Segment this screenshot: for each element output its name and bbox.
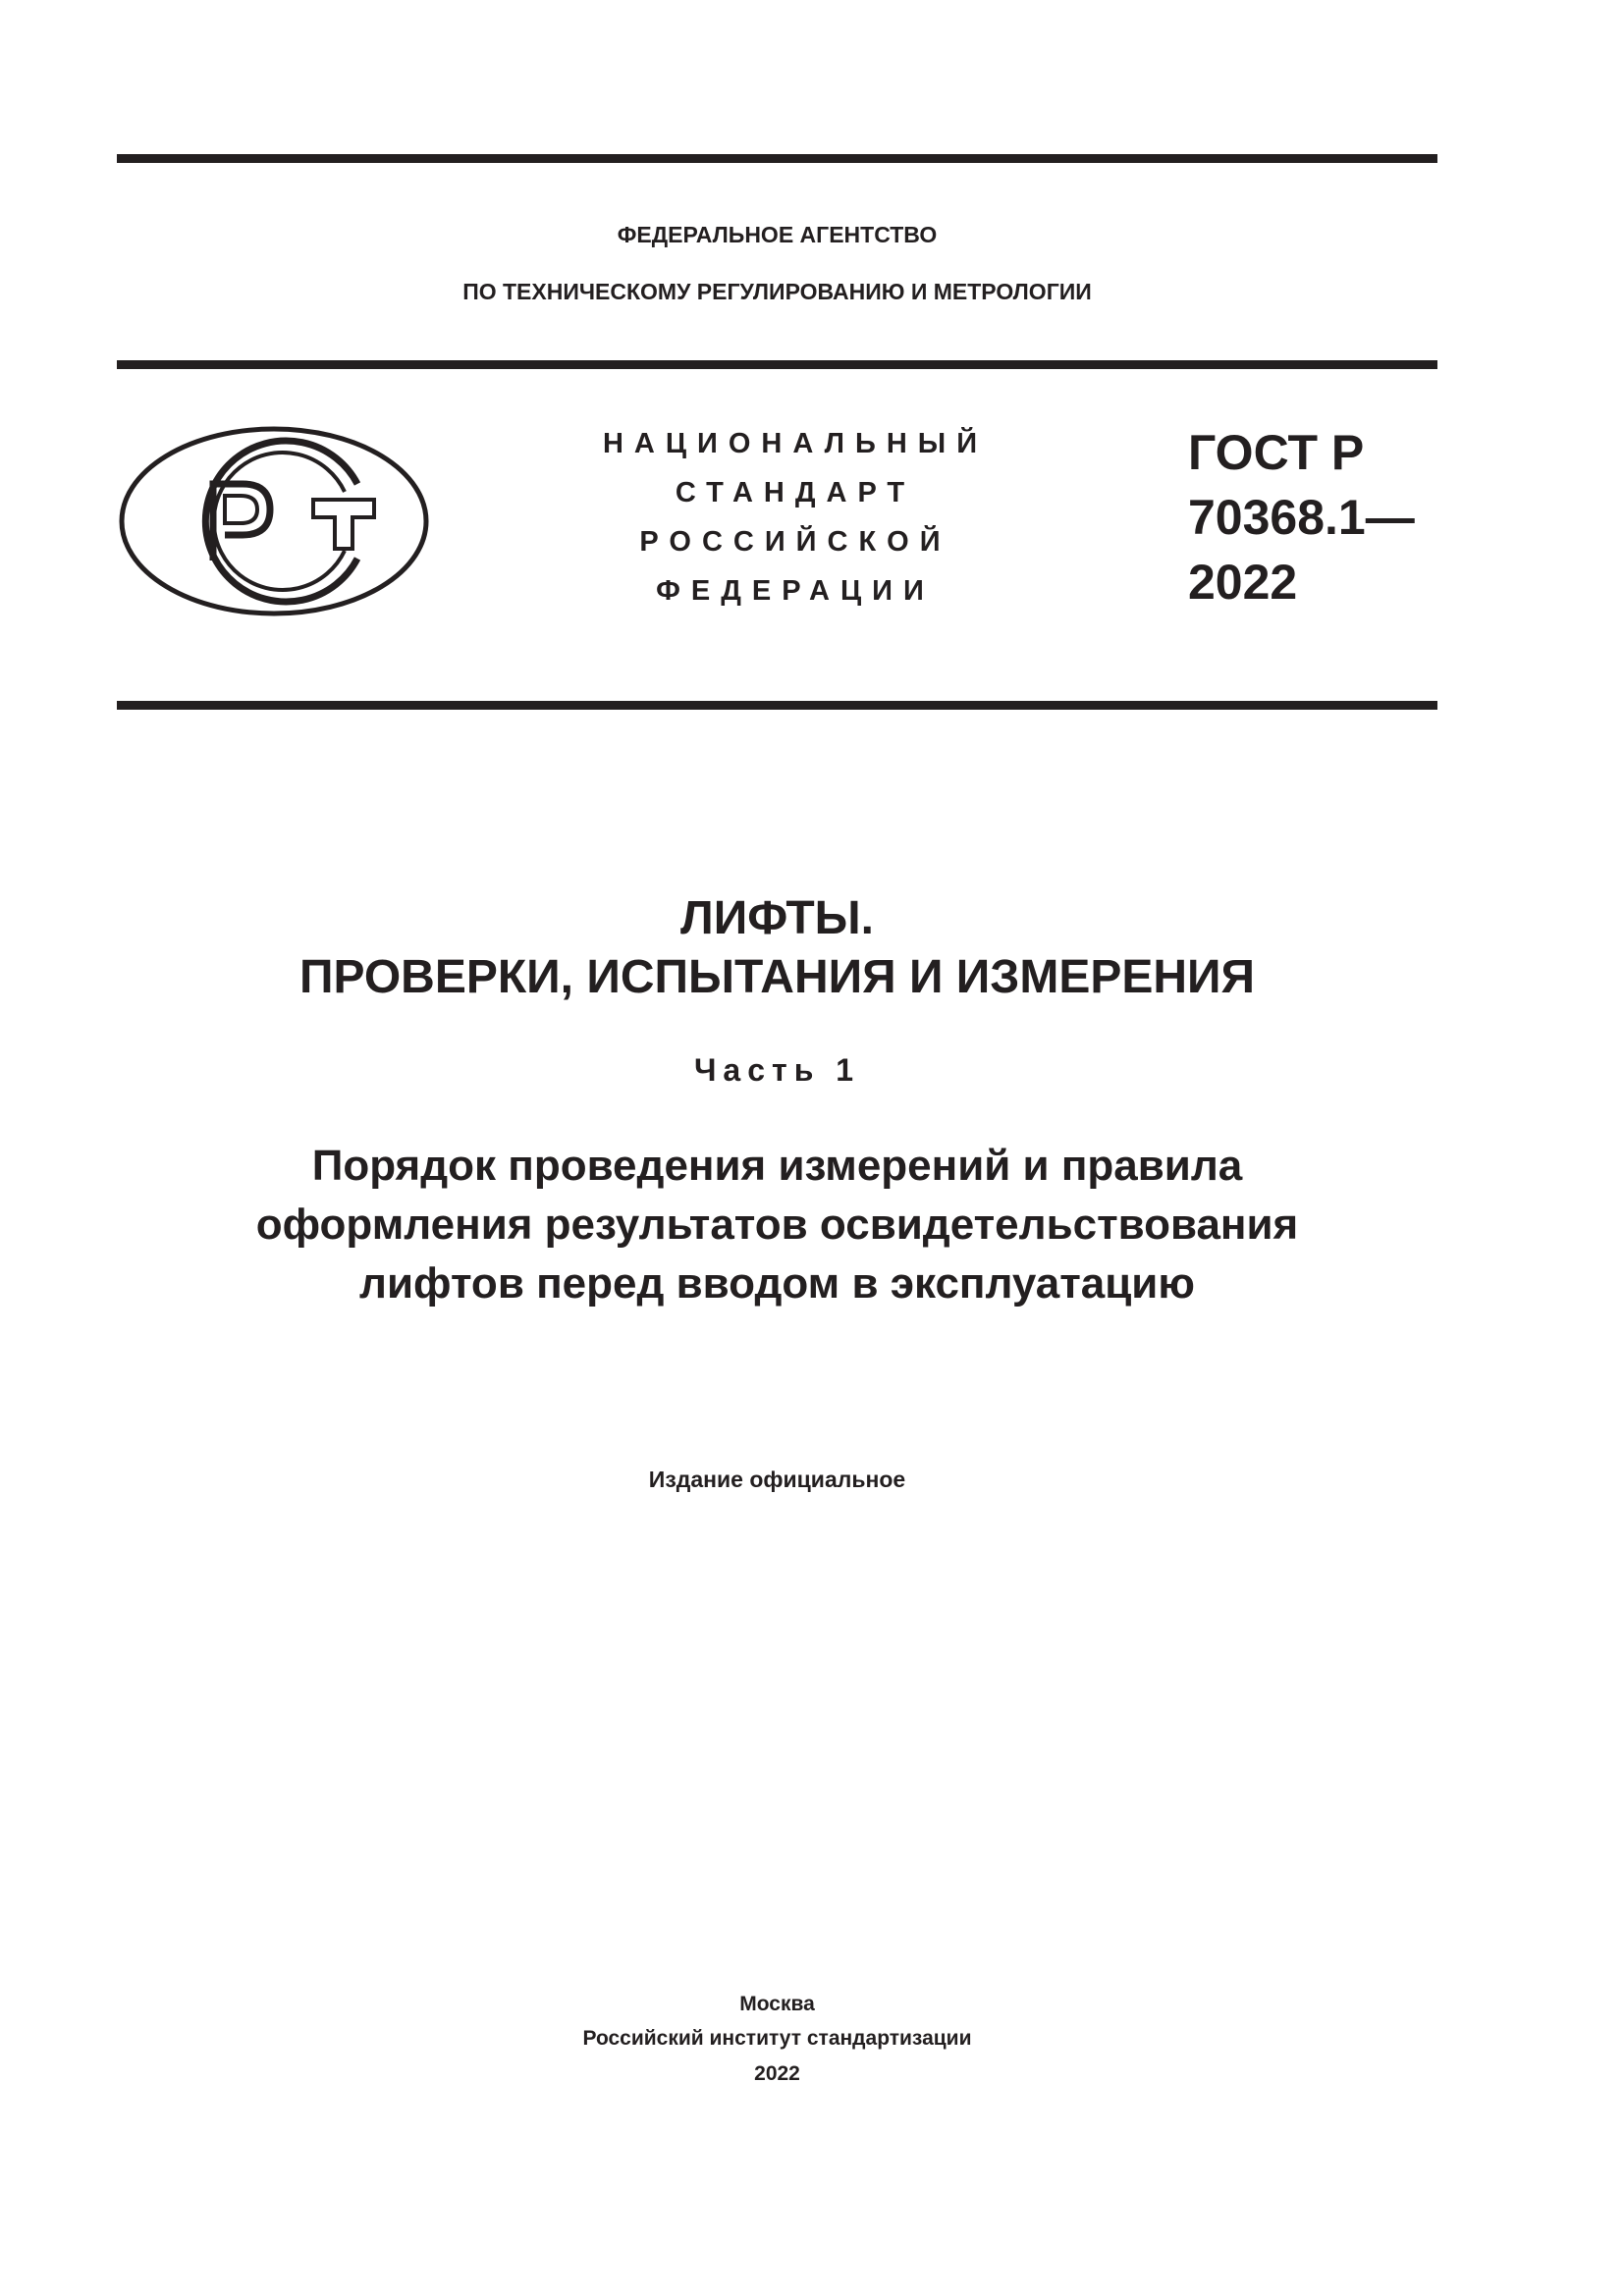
title-line-2: ПРОВЕРКИ, ИСПЫТАНИЯ И ИЗМЕРЕНИЯ (298, 951, 1256, 1003)
agency-line-2: ПО ТЕХНИЧЕСКОМУ РЕГУЛИРОВАНИЮ И МЕТРОЛОГИИ (462, 279, 1092, 304)
designation-line-3: 2022 (1188, 555, 1298, 610)
imprint-city: Москва (739, 1993, 815, 2015)
subtitle-line-2: оформления результатов освидетельствования (255, 1201, 1299, 1249)
agency-line-1: ФЕДЕРАЛЬНОЕ АГЕНТСТВО (617, 222, 938, 247)
top-rule (117, 154, 1437, 163)
national-standard-line-1: НАЦИОНАЛЬНЫЙ (602, 428, 989, 459)
header-rule (117, 360, 1437, 369)
designation-line-1: ГОСТ Р (1188, 425, 1365, 480)
document-title (117, 889, 1437, 1007)
edition-note: Издание официальное (648, 1467, 906, 1492)
document-subtitle (117, 1137, 1437, 1313)
imprint-publisher: Российский институт стандартизации (582, 2027, 972, 2050)
national-standard-line-2: СТАНДАРТ (675, 477, 916, 508)
rst-certification-mark-icon (117, 423, 431, 619)
standard-designation (1188, 420, 1415, 614)
national-standard-line-3: РОССИЙСКОЙ (639, 526, 951, 558)
header-bottom-rule (117, 701, 1437, 710)
imprint-year: 2022 (754, 2062, 800, 2085)
title-line-1: ЛИФТЫ. (680, 892, 874, 944)
subtitle-line-1: Порядок проведения измерений и правила (311, 1142, 1243, 1190)
part-label: Часть 1 (693, 1052, 861, 1088)
subtitle-line-3: лифтов перед вводом в эксплуатацию (359, 1259, 1195, 1308)
national-standard-line-4: ФЕДЕРАЦИИ (656, 575, 935, 607)
designation-line-2: 70368.1— (1188, 490, 1415, 545)
